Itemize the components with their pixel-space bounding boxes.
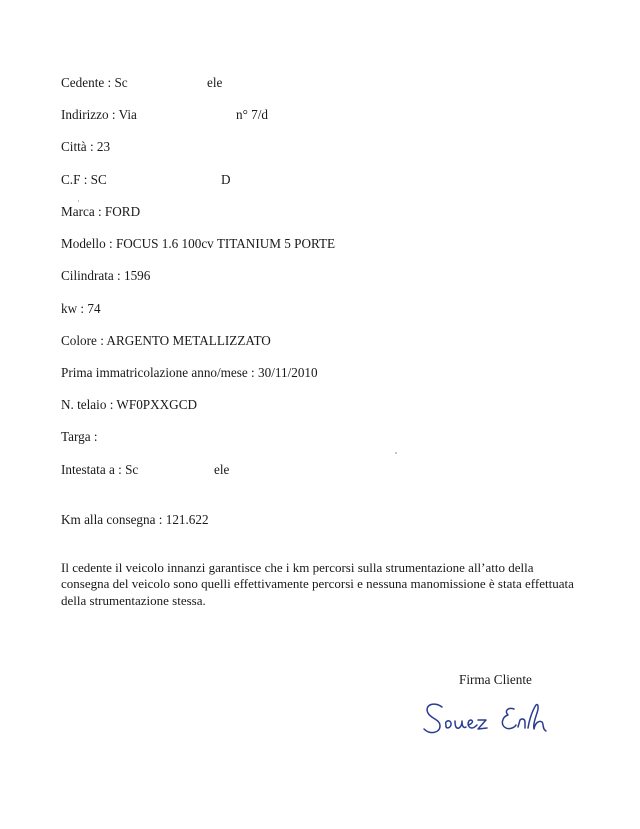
modello-field: Modello : FOCUS 1.6 100cv TITANIUM 5 PORTE [61,236,336,251]
scan-speck [78,200,79,202]
marca-field: Marca : FORD [61,204,141,219]
colore-field: Colore : ARGENTO METALLIZZATO [61,333,271,348]
declaration-line: Il cedente il veicolo innanzi garantisce che i km percorsi sulla strumentazione all’atto della [61,560,534,575]
intestata-label: Intestata a : Sc [61,462,139,477]
scan-speck [395,452,397,454]
handwritten-signature [418,695,578,743]
declaration-paragraph [61,560,636,609]
telaio-field: N. telaio : WF0PXXGCD [61,397,198,412]
immatricolazione-field: Prima immatricolazione anno/mese : 30/11/2010 [61,365,318,380]
indirizzo-suffix: n° 7/d [236,107,269,122]
cilindrata-field: Cilindrata : 1596 [61,268,151,283]
citta-field: Città : 23 [61,139,111,154]
indirizzo-label: Indirizzo : Via [61,107,137,122]
cedente-suffix: ele [207,75,223,90]
kw-field: kw : 74 [61,301,101,316]
cf-label: C.F : SC [61,172,107,187]
cedente-label: Cedente : Sc [61,75,128,90]
intestata-suffix: ele [214,462,230,477]
declaration-line: consegna del veicolo sono quelli effettivamente percorsi e nessuna manomissione è stata effettuata [61,576,574,592]
declaration-line: della strumentazione stessa. [61,592,206,608]
signature-label: Firma Cliente [459,672,532,687]
targa-field: Targa : [61,429,98,444]
km-field: Km alla consegna : 121.622 [61,512,209,527]
cf-suffix: D [221,172,231,187]
